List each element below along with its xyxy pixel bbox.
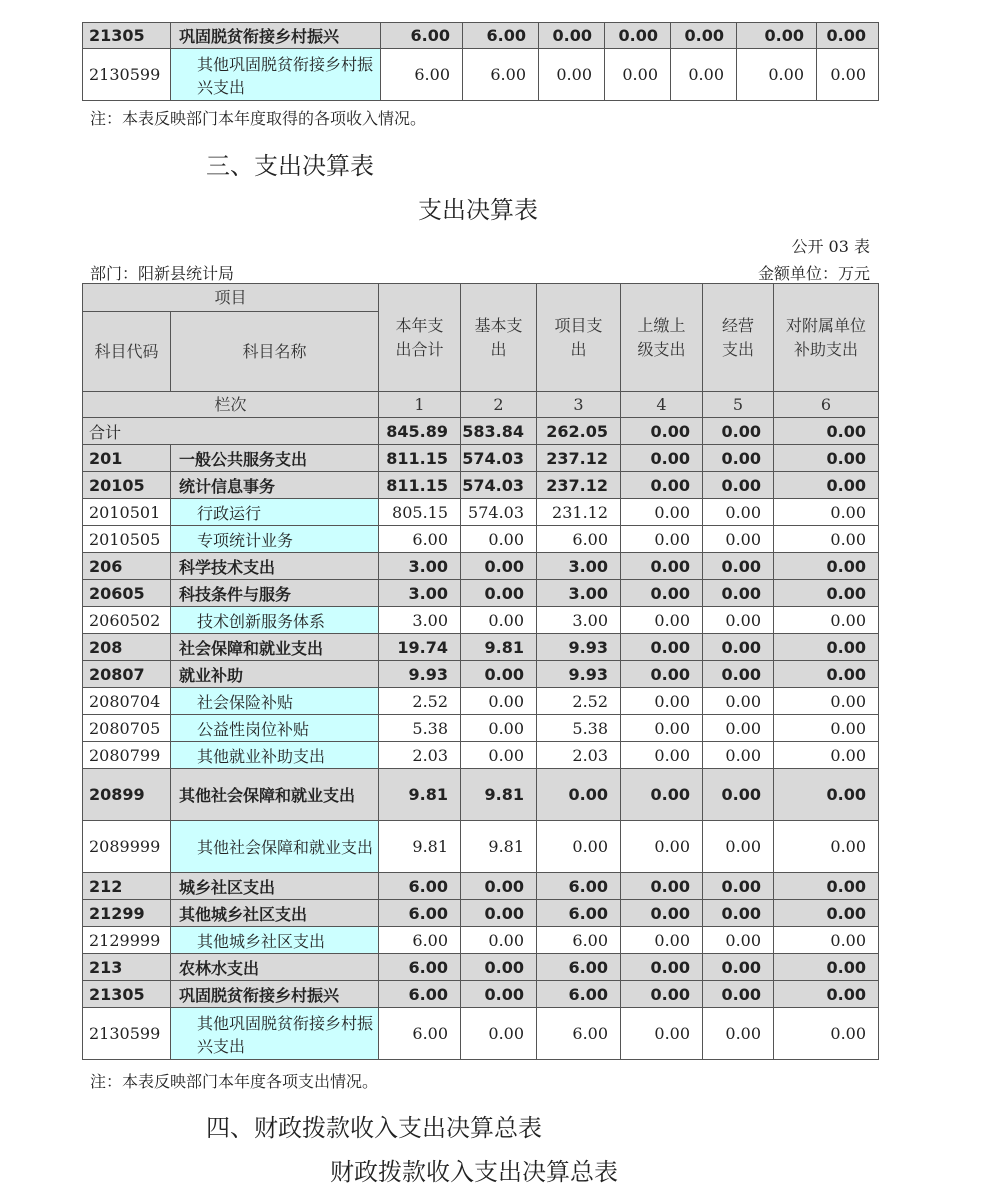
header-col1: 本年支出合计	[379, 284, 461, 392]
amount-cell: 0.00	[817, 49, 879, 101]
amount-cell: 811.15	[379, 472, 461, 499]
amount-cell: 0.00	[621, 634, 703, 661]
amount-cell: 5.38	[537, 715, 621, 742]
amount-cell: 0.00	[703, 472, 774, 499]
table-row	[83, 927, 879, 954]
amount-cell: 0.00	[737, 23, 817, 49]
total-amount: 845.89	[379, 418, 461, 445]
table-row	[83, 954, 879, 981]
table-title: 支出决算表	[418, 196, 538, 224]
amount-cell: 6.00	[379, 873, 461, 900]
amount-cell: 0.00	[621, 954, 703, 981]
subject-code: 2060502	[83, 607, 171, 634]
subject-name: 其他巩固脱贫衔接乡村振兴支出	[171, 1008, 379, 1060]
header-col5: 经营支出	[703, 284, 774, 392]
amount-cell: 0.00	[703, 607, 774, 634]
amount-cell: 574.03	[461, 499, 537, 526]
amount-cell: 6.00	[379, 900, 461, 927]
amount-cell: 0.00	[671, 49, 737, 101]
amount-cell: 9.81	[379, 769, 461, 821]
amount-cell: 0.00	[774, 553, 879, 580]
subject-name: 公益性岗位补贴	[171, 715, 379, 742]
amount-cell: 3.00	[379, 553, 461, 580]
table-row	[83, 769, 879, 821]
amount-cell: 0.00	[737, 49, 817, 101]
amount-cell: 0.00	[621, 607, 703, 634]
amount-cell: 6.00	[463, 23, 539, 49]
amount-cell: 0.00	[703, 634, 774, 661]
amount-cell: 0.00	[774, 688, 879, 715]
amount-cell: 2.52	[537, 688, 621, 715]
amount-cell: 0.00	[774, 607, 879, 634]
subject-code: 2080704	[83, 688, 171, 715]
subject-code: 2080799	[83, 742, 171, 769]
subject-code: 21305	[83, 981, 171, 1008]
header-col6: 对附属单位补助支出	[774, 284, 879, 392]
amount-cell: 5.38	[379, 715, 461, 742]
amount-cell: 805.15	[379, 499, 461, 526]
table-row	[83, 634, 879, 661]
amount-cell: 0.00	[703, 499, 774, 526]
table-row	[83, 821, 879, 873]
subject-code: 212	[83, 873, 171, 900]
amount-cell: 0.00	[703, 900, 774, 927]
table-row	[83, 472, 879, 499]
amount-cell: 0.00	[703, 526, 774, 553]
amount-cell: 0.00	[774, 927, 879, 954]
header-name: 科目名称	[171, 312, 379, 392]
amount-cell: 0.00	[774, 873, 879, 900]
column-number: 5	[703, 392, 774, 418]
header-col2: 基本支出	[461, 284, 537, 392]
amount-cell: 0.00	[621, 526, 703, 553]
header-row-label: 栏次	[83, 392, 379, 418]
amount-cell: 6.00	[379, 954, 461, 981]
amount-cell: 0.00	[621, 742, 703, 769]
amount-cell: 0.00	[621, 769, 703, 821]
amount-cell: 3.00	[537, 580, 621, 607]
subject-name: 科学技术支出	[171, 553, 379, 580]
amount-cell: 0.00	[817, 23, 879, 49]
subject-code: 2010505	[83, 526, 171, 553]
table-row	[83, 445, 879, 472]
amount-cell: 6.00	[537, 526, 621, 553]
amount-cell: 0.00	[621, 873, 703, 900]
amount-cell: 0.00	[461, 981, 537, 1008]
amount-cell: 3.00	[537, 553, 621, 580]
amount-cell: 0.00	[774, 981, 879, 1008]
subject-code: 201	[83, 445, 171, 472]
subject-name: 其他社会保障和就业支出	[171, 769, 379, 821]
amount-cell: 0.00	[621, 821, 703, 873]
amount-cell: 0.00	[774, 954, 879, 981]
amount-cell: 0.00	[774, 499, 879, 526]
section-4-heading: 四、财政拨款收入支出决算总表	[206, 1114, 542, 1142]
amount-cell: 6.00	[537, 1008, 621, 1060]
subject-name: 科技条件与服务	[171, 580, 379, 607]
subject-name: 其他社会保障和就业支出	[171, 821, 379, 873]
amount-cell: 0.00	[461, 715, 537, 742]
subject-code: 2010501	[83, 499, 171, 526]
amount-cell: 811.15	[379, 445, 461, 472]
amount-cell: 0.00	[703, 553, 774, 580]
unit-label: 金额单位：万元	[757, 264, 870, 283]
subject-name: 社会保险补贴	[171, 688, 379, 715]
amount-cell: 0.00	[537, 821, 621, 873]
column-number: 1	[379, 392, 461, 418]
column-number: 4	[621, 392, 703, 418]
amount-cell: 19.74	[379, 634, 461, 661]
subject-name: 城乡社区支出	[171, 873, 379, 900]
amount-cell: 0.00	[621, 553, 703, 580]
expenditure-table-note: 注：本表反映部门本年度各项支出情况。	[90, 1072, 379, 1091]
table-row	[83, 981, 879, 1008]
table-row	[83, 742, 879, 769]
amount-cell: 6.00	[463, 49, 539, 101]
table-row	[83, 580, 879, 607]
table-row	[83, 873, 879, 900]
amount-cell: 0.00	[621, 580, 703, 607]
subject-name: 其他城乡社区支出	[171, 927, 379, 954]
amount-cell: 0.00	[461, 927, 537, 954]
amount-cell: 0.00	[703, 1008, 774, 1060]
amount-cell: 0.00	[461, 580, 537, 607]
amount-cell: 0.00	[774, 715, 879, 742]
amount-cell: 0.00	[703, 821, 774, 873]
amount-cell: 0.00	[774, 900, 879, 927]
amount-cell: 0.00	[671, 23, 737, 49]
amount-cell: 9.81	[461, 769, 537, 821]
subject-name: 其他巩固脱贫衔接乡村振兴支出	[171, 49, 381, 101]
income-table-note: 注：本表反映部门本年度取得的各项收入情况。	[90, 109, 427, 128]
amount-cell: 0.00	[703, 742, 774, 769]
amount-cell: 0.00	[703, 927, 774, 954]
amount-cell: 0.00	[774, 769, 879, 821]
subject-name: 巩固脱贫衔接乡村振兴	[171, 981, 379, 1008]
amount-cell: 0.00	[703, 580, 774, 607]
table-number: 公开 03 表	[791, 237, 870, 256]
amount-cell: 0.00	[703, 954, 774, 981]
header-col4: 上缴上级支出	[621, 284, 703, 392]
amount-cell: 0.00	[461, 607, 537, 634]
subject-code: 20605	[83, 580, 171, 607]
table-row	[83, 23, 879, 49]
amount-cell: 0.00	[605, 49, 671, 101]
subject-code: 2130599	[83, 49, 171, 101]
amount-cell: 0.00	[621, 900, 703, 927]
amount-cell: 2.03	[537, 742, 621, 769]
subject-name: 其他城乡社区支出	[171, 900, 379, 927]
subject-name: 技术创新服务体系	[171, 607, 379, 634]
amount-cell: 0.00	[774, 445, 879, 472]
subject-name: 其他就业补助支出	[171, 742, 379, 769]
amount-cell: 0.00	[621, 927, 703, 954]
table-row	[83, 900, 879, 927]
amount-cell: 0.00	[774, 1008, 879, 1060]
subject-name: 一般公共服务支出	[171, 445, 379, 472]
subject-code: 2130599	[83, 1008, 171, 1060]
amount-cell: 9.81	[461, 821, 537, 873]
amount-cell: 0.00	[621, 472, 703, 499]
amount-cell: 3.00	[379, 580, 461, 607]
amount-cell: 0.00	[537, 769, 621, 821]
amount-cell: 9.93	[379, 661, 461, 688]
subject-code: 20807	[83, 661, 171, 688]
amount-cell: 6.00	[379, 981, 461, 1008]
amount-cell: 6.00	[537, 927, 621, 954]
subject-code: 21305	[83, 23, 171, 49]
total-amount: 0.00	[703, 418, 774, 445]
subject-code: 2080705	[83, 715, 171, 742]
table-row	[83, 499, 879, 526]
amount-cell: 0.00	[774, 634, 879, 661]
amount-cell: 0.00	[774, 526, 879, 553]
subject-name: 巩固脱贫衔接乡村振兴	[171, 23, 381, 49]
amount-cell: 0.00	[703, 661, 774, 688]
amount-cell: 0.00	[461, 1008, 537, 1060]
amount-cell: 6.00	[537, 900, 621, 927]
amount-cell: 2.52	[379, 688, 461, 715]
subject-name: 农林水支出	[171, 954, 379, 981]
expenditure-table	[82, 283, 879, 1060]
amount-cell: 0.00	[621, 445, 703, 472]
subject-code: 208	[83, 634, 171, 661]
table-row	[83, 661, 879, 688]
amount-cell: 2.03	[379, 742, 461, 769]
subject-code: 20899	[83, 769, 171, 821]
amount-cell: 0.00	[539, 49, 605, 101]
amount-cell: 0.00	[539, 23, 605, 49]
amount-cell: 237.12	[537, 445, 621, 472]
amount-cell: 6.00	[379, 526, 461, 553]
table-row	[83, 715, 879, 742]
amount-cell: 9.81	[461, 634, 537, 661]
amount-cell: 9.81	[379, 821, 461, 873]
amount-cell: 6.00	[537, 873, 621, 900]
amount-cell: 6.00	[379, 927, 461, 954]
amount-cell: 3.00	[379, 607, 461, 634]
total-amount: 583.84	[461, 418, 537, 445]
table-row	[83, 607, 879, 634]
subject-name: 就业补助	[171, 661, 379, 688]
amount-cell: 6.00	[381, 49, 463, 101]
amount-cell: 0.00	[774, 661, 879, 688]
subject-name: 行政运行	[171, 499, 379, 526]
amount-cell: 0.00	[774, 472, 879, 499]
subject-name: 社会保障和就业支出	[171, 634, 379, 661]
amount-cell: 6.00	[381, 23, 463, 49]
subject-name: 专项统计业务	[171, 526, 379, 553]
amount-cell: 0.00	[605, 23, 671, 49]
total-label: 合计	[83, 418, 379, 445]
amount-cell: 574.03	[461, 445, 537, 472]
amount-cell: 6.00	[537, 981, 621, 1008]
subject-code: 206	[83, 553, 171, 580]
amount-cell: 0.00	[703, 445, 774, 472]
subject-code: 2129999	[83, 927, 171, 954]
total-amount: 0.00	[621, 418, 703, 445]
income-table-tail	[82, 22, 879, 101]
header-col3: 项目支出	[537, 284, 621, 392]
amount-cell: 3.00	[537, 607, 621, 634]
amount-cell: 9.93	[537, 661, 621, 688]
subject-code: 21299	[83, 900, 171, 927]
column-number: 6	[774, 392, 879, 418]
amount-cell: 0.00	[621, 715, 703, 742]
amount-cell: 0.00	[461, 742, 537, 769]
amount-cell: 0.00	[461, 954, 537, 981]
subject-code: 20105	[83, 472, 171, 499]
header-code: 科目代码	[83, 312, 171, 392]
amount-cell: 0.00	[461, 688, 537, 715]
amount-cell: 0.00	[621, 981, 703, 1008]
table-row	[83, 688, 879, 715]
amount-cell: 0.00	[461, 526, 537, 553]
column-number: 3	[537, 392, 621, 418]
subject-code: 2089999	[83, 821, 171, 873]
total-amount: 262.05	[537, 418, 621, 445]
table4-title: 财政拨款收入支出决算总表	[330, 1158, 618, 1186]
amount-cell: 0.00	[461, 873, 537, 900]
amount-cell: 0.00	[461, 553, 537, 580]
amount-cell: 231.12	[537, 499, 621, 526]
section-3-heading: 三、支出决算表	[206, 152, 374, 180]
subject-name: 统计信息事务	[171, 472, 379, 499]
table-row	[83, 553, 879, 580]
amount-cell: 9.93	[537, 634, 621, 661]
amount-cell: 0.00	[774, 742, 879, 769]
amount-cell: 0.00	[461, 661, 537, 688]
department-label: 部门：阳新县统计局	[90, 264, 235, 283]
amount-cell: 0.00	[703, 981, 774, 1008]
amount-cell: 0.00	[621, 661, 703, 688]
table-row	[83, 526, 879, 553]
amount-cell: 0.00	[621, 499, 703, 526]
column-number: 2	[461, 392, 537, 418]
amount-cell: 0.00	[703, 688, 774, 715]
amount-cell: 0.00	[621, 1008, 703, 1060]
amount-cell: 0.00	[621, 688, 703, 715]
amount-cell: 0.00	[774, 821, 879, 873]
amount-cell: 0.00	[703, 873, 774, 900]
table-row	[83, 49, 879, 101]
header-item: 项目	[83, 284, 379, 312]
table-row	[83, 1008, 879, 1060]
subject-code: 213	[83, 954, 171, 981]
amount-cell: 0.00	[703, 769, 774, 821]
amount-cell: 0.00	[461, 900, 537, 927]
total-amount: 0.00	[774, 418, 879, 445]
amount-cell: 574.03	[461, 472, 537, 499]
amount-cell: 0.00	[703, 715, 774, 742]
amount-cell: 6.00	[537, 954, 621, 981]
amount-cell: 6.00	[379, 1008, 461, 1060]
amount-cell: 0.00	[774, 580, 879, 607]
amount-cell: 237.12	[537, 472, 621, 499]
